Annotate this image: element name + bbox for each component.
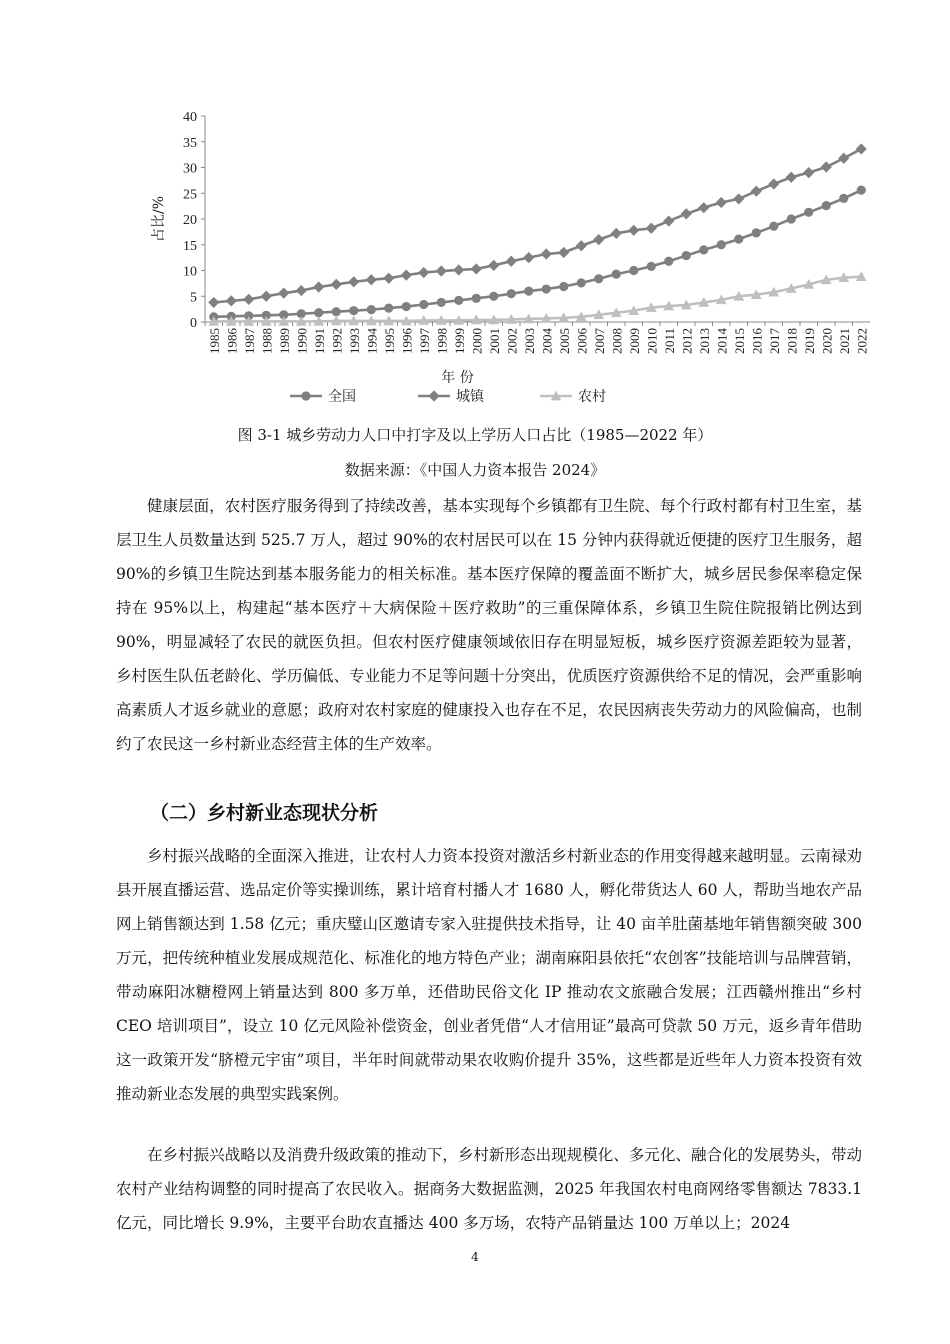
data-point-1 bbox=[681, 208, 692, 219]
data-point-0 bbox=[594, 274, 603, 283]
y-tick-label: 20 bbox=[183, 213, 197, 228]
data-point-1 bbox=[331, 279, 342, 290]
x-tick-label: 2021 bbox=[836, 328, 852, 354]
data-point-0 bbox=[507, 289, 516, 298]
data-point-0 bbox=[822, 201, 831, 210]
x-tick-label: 2018 bbox=[784, 328, 800, 354]
data-point-0 bbox=[804, 208, 813, 217]
data-point-1 bbox=[488, 260, 499, 271]
x-tick-label: 2011 bbox=[661, 328, 677, 354]
data-point-1 bbox=[261, 291, 272, 302]
x-tick-label: 2012 bbox=[679, 328, 695, 354]
x-tick-label: 1999 bbox=[451, 328, 467, 354]
data-point-0 bbox=[419, 300, 428, 309]
x-tick-label: 2007 bbox=[591, 328, 607, 354]
data-point-1 bbox=[278, 288, 289, 299]
data-point-0 bbox=[734, 234, 743, 243]
data-point-0 bbox=[384, 303, 393, 312]
x-tick-label: 1986 bbox=[224, 328, 240, 354]
x-tick-label: 1988 bbox=[259, 328, 275, 354]
data-point-1 bbox=[313, 281, 324, 292]
section-heading: （二）乡村新业态现状分析 bbox=[150, 802, 379, 824]
data-point-1 bbox=[856, 143, 867, 154]
data-point-1 bbox=[838, 153, 849, 164]
paragraph-health: 健康层面，农村医疗服务得到了持续改善，基本实现每个乡镇都有卫生院、每个行政村都有村卫生室，基层卫生人员数量达到 525.7 万人，超过 90%的农村居民可以在 15 分钟内获得就近便捷的医疗卫生服务，超 90%的乡镇卫生院达到基本服务能力的相关标准。基本医疗保障的覆盖面不断扩大，城乡居民参保率稳定保持在 95%以上，构建起“基本医疗＋大病保险＋医疗救助”的三重保障体系，乡镇卫生院住院报销比例达到 90%，明显减轻了农民的就医负担。但农村医疗健康领域依旧存在明显短板，城乡医疗资源差距较为显著，乡村医生队伍老龄化、学历偏低、专业能力不足等问题十分突出，优质医疗资源供给不足的情况，会严重影响高素质人才返乡就业的意愿；政府对农村家庭的健康投入也存在不足，农民因病丧失劳动力的风险偏高，也制约了农民这一乡村新业态经营主体的生产效率。 bbox=[116, 497, 862, 753]
x-tick-label: 1992 bbox=[329, 328, 345, 354]
data-point-1 bbox=[401, 270, 412, 281]
data-point-0 bbox=[664, 257, 673, 266]
x-tick-label: 1998 bbox=[434, 328, 450, 354]
data-point-1 bbox=[471, 263, 482, 274]
data-point-1 bbox=[453, 264, 464, 275]
series-line-1 bbox=[214, 149, 862, 302]
data-point-1 bbox=[208, 297, 219, 308]
data-point-1 bbox=[506, 256, 517, 267]
figure-caption: 图 3-1 城乡劳动力人口中打字及以上学历人口占比（1985—2022 年） bbox=[237, 426, 713, 444]
x-tick-label: 2005 bbox=[556, 328, 572, 354]
y-tick-label: 10 bbox=[183, 264, 197, 280]
data-point-1 bbox=[663, 215, 674, 226]
x-tick-label: 2015 bbox=[731, 328, 747, 354]
x-tick-label: 2008 bbox=[609, 328, 625, 354]
data-point-0 bbox=[629, 266, 638, 275]
y-tick-label: 0 bbox=[190, 316, 197, 331]
x-tick-label: 2017 bbox=[766, 328, 782, 354]
data-point-0 bbox=[577, 278, 586, 287]
data-point-0 bbox=[402, 302, 411, 311]
data-point-0 bbox=[559, 282, 568, 291]
data-point-1 bbox=[803, 167, 814, 178]
data-point-0 bbox=[454, 296, 463, 305]
data-point-1 bbox=[628, 225, 639, 236]
x-tick-label: 1994 bbox=[364, 328, 380, 354]
figure-source: 数据来源：《中国人力资本报告 2024》 bbox=[344, 461, 606, 479]
y-tick-label: 15 bbox=[183, 238, 197, 254]
data-point-1 bbox=[243, 294, 254, 305]
data-point-1 bbox=[593, 234, 604, 245]
data-point-1 bbox=[523, 252, 534, 263]
data-point-1 bbox=[698, 202, 709, 213]
legend-label: 农村 bbox=[578, 389, 606, 405]
data-point-1 bbox=[768, 178, 779, 189]
data-point-1 bbox=[751, 186, 762, 197]
page-number: 4 bbox=[471, 1250, 479, 1264]
data-point-1 bbox=[348, 276, 359, 287]
data-point-0 bbox=[717, 240, 726, 249]
x-tick-label: 2010 bbox=[644, 328, 660, 354]
data-point-0 bbox=[489, 292, 498, 301]
x-tick-label: 2013 bbox=[696, 328, 712, 354]
x-tick-label: 2002 bbox=[504, 328, 520, 354]
data-point-1 bbox=[646, 223, 657, 234]
x-tick-label: 2020 bbox=[819, 328, 835, 354]
data-point-1 bbox=[733, 193, 744, 204]
x-tick-label: 1990 bbox=[294, 328, 310, 354]
data-point-0 bbox=[787, 214, 796, 223]
x-tick-label: 2001 bbox=[486, 328, 502, 354]
chart-svg bbox=[140, 100, 900, 420]
data-point-0 bbox=[682, 251, 691, 260]
data-point-0 bbox=[524, 287, 533, 296]
paragraph-trends: 在乡村振兴战略以及消费升级政策的推动下，乡村新形态出现规模化、多元化、融合化的发展势头，带动农村产业结构调整的同时提高了农民收入。据商务大数据监测，2025 年我国农村电商网络零售额达 7833.1 亿元，同比增长 9.9%，主要平台助农直播达 400 多万场，农特产品销量达 100 万单以上；2024 bbox=[116, 1146, 862, 1232]
x-tick-label: 1996 bbox=[399, 328, 415, 354]
series-line-0 bbox=[214, 190, 862, 317]
data-point-1 bbox=[436, 265, 447, 276]
data-point-0 bbox=[699, 245, 708, 254]
data-point-1 bbox=[366, 274, 377, 285]
data-point-0 bbox=[542, 284, 551, 293]
data-point-1 bbox=[541, 248, 552, 259]
data-point-1 bbox=[383, 273, 394, 284]
paragraph-cases: 乡村振兴战略的全面深入推进，让农村人力资本投资对激活乡村新业态的作用变得越来越明显。云南禄劝县开展直播运营、选品定价等实操训练，累计培育村播人才 1680 人，孵化带货达人 60 人，帮助当地农产品网上销售额达到 1.58 亿元；重庆璧山区邀请专家入驻提供技术指导，让 40 亩羊肚菌基地年销售额突破 300 万元，把传统种植业发展成规范化、标准化的地方特色产业；湖南麻阳县依托“农创客”技能培训与品牌营销，带动麻阳冰糖橙网上销量达到 800 多万单，还借助民俗文化 IP 推动农文旅融合发展；江西赣州推出“乡村 CEO 培训项目”，设立 10 亿元风险补偿资金，创业者凭借“人才信用证”最高可贷款 50 万元，返乡青年借助这一政策开发“脐橙元宇宙”项目，半年时间就带动果农收购价提升 35%，这些都是近些年人力资本投资有效推动新业态发展的典型实践案例。 bbox=[116, 847, 862, 1103]
x-tick-label: 1995 bbox=[381, 328, 397, 354]
data-point-0 bbox=[752, 228, 761, 237]
data-point-1 bbox=[558, 247, 569, 258]
data-point-0 bbox=[349, 306, 358, 315]
data-point-1 bbox=[821, 161, 832, 172]
data-point-0 bbox=[472, 294, 481, 303]
x-tick-label: 1989 bbox=[276, 328, 292, 354]
y-tick-label: 30 bbox=[183, 161, 197, 177]
data-point-1 bbox=[226, 295, 237, 306]
data-point-0 bbox=[857, 186, 866, 195]
y-tick-label: 25 bbox=[183, 187, 197, 203]
data-point-0 bbox=[839, 194, 848, 203]
x-tick-label: 2004 bbox=[539, 328, 555, 354]
y-tick-label: 35 bbox=[183, 135, 197, 151]
series-line-2 bbox=[214, 277, 862, 322]
line-chart bbox=[140, 100, 900, 420]
legend-label: 全国 bbox=[328, 389, 356, 405]
x-tick-label: 2006 bbox=[574, 328, 590, 354]
x-tick-label: 1987 bbox=[241, 328, 257, 354]
x-axis-label: 年 份 bbox=[441, 370, 474, 386]
x-tick-label: 1985 bbox=[206, 328, 222, 354]
y-axis-label: 占比/% bbox=[151, 195, 167, 243]
x-tick-label: 1997 bbox=[416, 328, 432, 354]
data-point-0 bbox=[314, 308, 323, 317]
legend-label: 城镇 bbox=[456, 389, 484, 405]
x-tick-label: 2014 bbox=[714, 328, 730, 354]
x-tick-label: 2016 bbox=[749, 328, 765, 354]
data-point-1 bbox=[418, 267, 429, 278]
data-point-1 bbox=[716, 197, 727, 208]
data-point-0 bbox=[612, 270, 621, 279]
y-tick-label: 5 bbox=[190, 290, 197, 306]
legend-marker bbox=[301, 391, 310, 400]
x-tick-label: 2003 bbox=[521, 328, 537, 354]
x-tick-label: 2019 bbox=[801, 328, 817, 354]
data-point-0 bbox=[367, 305, 376, 314]
x-tick-label: 2022 bbox=[854, 328, 870, 354]
x-tick-label: 1991 bbox=[311, 328, 327, 354]
y-tick-label: 40 bbox=[183, 110, 197, 125]
data-point-0 bbox=[437, 298, 446, 307]
data-point-0 bbox=[769, 222, 778, 231]
data-point-1 bbox=[611, 228, 622, 239]
data-point-0 bbox=[332, 307, 341, 316]
data-point-1 bbox=[576, 240, 587, 251]
legend-marker bbox=[428, 390, 439, 401]
data-point-0 bbox=[647, 262, 656, 271]
data-point-1 bbox=[296, 285, 307, 296]
x-tick-label: 2009 bbox=[626, 328, 642, 354]
data-point-1 bbox=[786, 172, 797, 183]
x-tick-label: 1993 bbox=[346, 328, 362, 354]
x-tick-label: 2000 bbox=[469, 328, 485, 354]
